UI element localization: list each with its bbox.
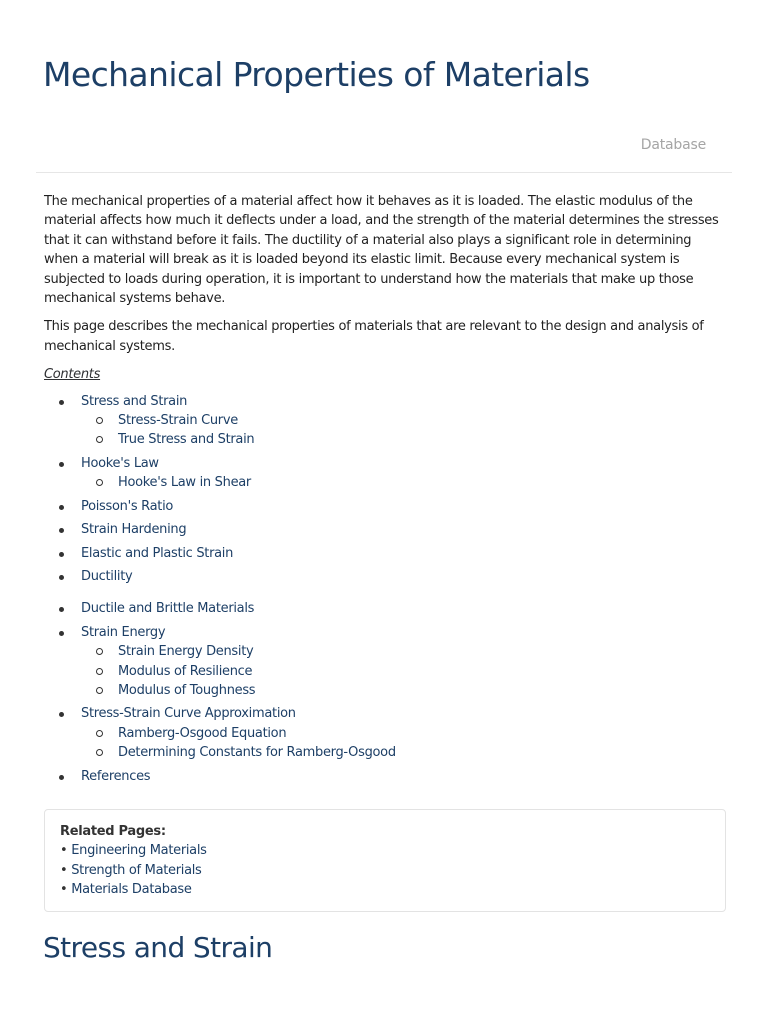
toc-link-stress-and-strain[interactable]: Stress and Strain [81, 393, 188, 409]
toc-link-stress-strain-curve-approximation[interactable]: Stress-Strain Curve Approximation [81, 706, 296, 722]
related-item [60, 861, 710, 880]
toc-item-references [81, 767, 726, 786]
toc-item-hookes-law [81, 454, 726, 493]
toc-link-strain-energy-density[interactable]: Strain Energy Density [118, 644, 254, 660]
toc-link-poissons-ratio[interactable]: Poisson's Ratio [81, 498, 174, 514]
toc-link-ramberg-osgood-equation[interactable]: Ramberg-Osgood Equation [118, 725, 287, 741]
related-link-engineering-materials[interactable]: Engineering Materials [71, 843, 207, 859]
header-divider [36, 172, 732, 173]
toc-item-strain-energy [81, 623, 726, 701]
article-body [44, 192, 726, 790]
toc-subitem [118, 642, 726, 661]
toc-sublist [81, 642, 726, 700]
toc-link-ductility[interactable]: Ductility [81, 568, 133, 584]
toc-item-stress-and-strain [81, 392, 726, 450]
toc-subitem [118, 662, 726, 681]
toc-link-strain-hardening[interactable]: Strain Hardening [81, 522, 187, 538]
toc-item-poissons-ratio [81, 497, 726, 516]
related-item [60, 880, 710, 899]
toc-subitem [118, 724, 726, 743]
related-link-materials-database[interactable]: Materials Database [71, 882, 192, 898]
table-of-contents [44, 392, 726, 786]
toc-link-references[interactable]: References [81, 768, 151, 784]
contents-heading: Contents [44, 367, 101, 383]
toc-sublist [81, 724, 726, 763]
toc-item-strain-hardening [81, 520, 726, 539]
related-item [60, 841, 710, 860]
toc-sublist [81, 473, 726, 492]
toc-subitem [118, 681, 726, 700]
bullet-glyph: • [60, 843, 68, 859]
toc-link-hookes-law-in-shear[interactable]: Hooke's Law in Shear [118, 475, 251, 491]
breadcrumb-database-link[interactable]: Database [640, 137, 706, 153]
toc-sublist [81, 411, 726, 450]
toc-item-ductile-and-brittle-materials [81, 599, 726, 618]
toc-link-true-stress-and-strain[interactable]: True Stress and Strain [118, 432, 255, 448]
toc-link-modulus-of-toughness[interactable]: Modulus of Toughness [118, 682, 256, 698]
toc-subitem [118, 743, 726, 762]
toc-link-hookes-law[interactable]: Hooke's Law [81, 455, 159, 471]
toc-link-modulus-of-resilience[interactable]: Modulus of Resilience [118, 663, 253, 679]
toc-item-ductility [81, 567, 726, 586]
toc-item-elastic-and-plastic-strain [81, 544, 726, 563]
toc-subitem [118, 411, 726, 430]
bullet-glyph: • [60, 882, 68, 898]
toc-link-stress-strain-curve[interactable]: Stress-Strain Curve [118, 413, 238, 429]
toc-link-elastic-and-plastic-strain[interactable]: Elastic and Plastic Strain [81, 545, 234, 561]
toc-item-stress-strain-curve-approximation [81, 704, 726, 762]
description-paragraph: This page describes the mechanical properties of materials that are relevant to the design and analysis of mechanical systems. [44, 319, 704, 354]
bullet-glyph: • [60, 862, 68, 878]
toc-link-determining-constants[interactable]: Determining Constants for Ramberg-Osgood [118, 745, 396, 761]
toc-subitem [118, 473, 726, 492]
related-pages-box [44, 809, 726, 912]
intro-paragraph: The mechanical properties of a material affect how it behaves as it is loaded. The elastic modulus of the material affects how much it deflects under a load, and the strength of the material determines the stresses that it can withstand before it fails. The ductility of a material also plays a significant role in determining when a material will break as it is loaded beyond its elastic limit. Because every mechanical system is subjected to loads during operation, it is important to understand how the materials that make up those mechanical systems behave. [44, 194, 719, 307]
related-link-strength-of-materials[interactable]: Strength of Materials [71, 862, 202, 878]
toc-link-strain-energy[interactable]: Strain Energy [81, 624, 166, 640]
related-pages-title: Related Pages: [60, 824, 166, 839]
page-title: Mechanical Properties of Materials [43, 55, 590, 94]
toc-subitem [118, 430, 726, 449]
toc-link-ductile-and-brittle-materials[interactable]: Ductile and Brittle Materials [81, 601, 255, 617]
section-heading-stress-and-strain: Stress and Strain [43, 931, 273, 964]
